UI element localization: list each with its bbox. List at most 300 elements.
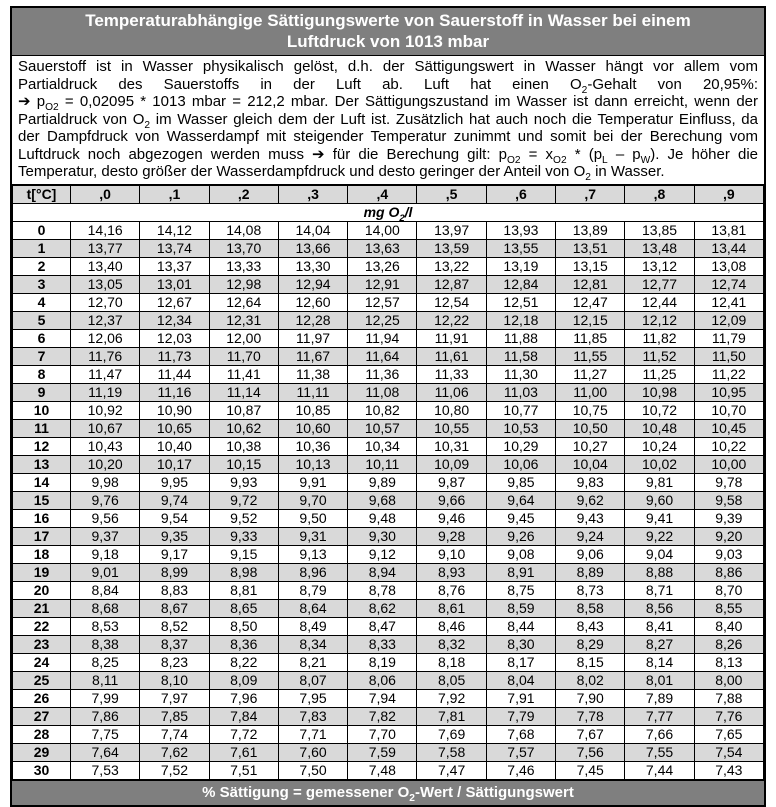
saturation-value-cell: 12,91 — [348, 275, 417, 293]
saturation-value-cell: 12,47 — [556, 293, 625, 311]
saturation-value-cell: 8,26 — [694, 635, 763, 653]
saturation-value-cell: 8,11 — [71, 671, 140, 689]
saturation-value-cell: 13,93 — [486, 221, 555, 239]
saturation-value-cell: 8,23 — [140, 653, 209, 671]
saturation-value-cell: 8,78 — [348, 581, 417, 599]
table-row — [13, 239, 764, 257]
subscript-text: O2 — [506, 154, 521, 166]
saturation-value-cell: 9,10 — [417, 545, 486, 563]
saturation-value-cell: 8,02 — [556, 671, 625, 689]
subscript-text: O2 — [45, 102, 59, 113]
saturation-value-cell: 9,72 — [209, 491, 278, 509]
text-segment: -Gehalt von 20,95%: — [587, 75, 758, 93]
saturation-value-cell: 9,62 — [556, 491, 625, 509]
saturation-value-cell: 7,50 — [278, 761, 347, 779]
text-segment: % Sättigung = gemessener O — [202, 783, 410, 801]
saturation-value-cell: 13,85 — [625, 221, 694, 239]
saturation-value-cell: 9,52 — [209, 509, 278, 527]
saturation-value-cell: 9,22 — [625, 527, 694, 545]
subscript-text: 2 — [581, 84, 588, 96]
saturation-value-cell: 9,06 — [556, 545, 625, 563]
saturation-value-cell: 11,58 — [486, 347, 555, 365]
text-segment: im Wasser gleich dem der Luft ist. Zusätzlich hat auch noch die Temperatur Einfluss, da der Dampfdruck von Wasserdampf mit steigender Temperatur zunimmt und somit bei der Berechung vom Luftdruck noch abgezogen werden muss ➔ für die Berechung gilt: p — [18, 110, 758, 163]
saturation-value-cell: 11,08 — [348, 383, 417, 401]
saturation-value-cell: 7,53 — [71, 761, 140, 779]
saturation-value-cell: 14,12 — [140, 221, 209, 239]
saturation-value-cell: 9,91 — [278, 473, 347, 491]
saturation-value-cell: 12,74 — [694, 275, 763, 293]
temperature-cell: 0 — [13, 221, 71, 239]
saturation-value-cell: 10,06 — [486, 455, 555, 473]
unit-row — [13, 203, 764, 221]
saturation-value-cell: 13,70 — [209, 239, 278, 257]
saturation-value-cell: 9,50 — [278, 509, 347, 527]
column-header: ,6 — [486, 185, 555, 204]
column-header-row — [13, 185, 764, 204]
text-segment: Sauerstoff ist in Wasser physikalisch gelöst, d.h. der Sättigungswert in Wasser hängt vor allem vom Partialdruck des Sauerstoffs in der Luft ab. Luft hat einen O — [18, 58, 758, 93]
saturation-value-cell: 10,57 — [348, 419, 417, 437]
saturation-value-cell: 8,13 — [694, 653, 763, 671]
temperature-cell: 24 — [13, 653, 71, 671]
saturation-value-cell: 8,58 — [556, 599, 625, 617]
subscript-text: 2 — [585, 172, 591, 183]
saturation-value-cell: 11,36 — [348, 365, 417, 383]
saturation-value-cell: 10,72 — [625, 401, 694, 419]
saturation-value-cell: 12,15 — [556, 311, 625, 329]
saturation-value-cell: 7,56 — [556, 743, 625, 761]
saturation-value-cell: 10,80 — [417, 401, 486, 419]
saturation-value-cell: 8,64 — [278, 599, 347, 617]
saturation-value-cell: 8,19 — [348, 653, 417, 671]
saturation-value-cell: 8,33 — [348, 635, 417, 653]
saturation-value-cell: 10,70 — [694, 401, 763, 419]
saturation-value-cell: 11,33 — [417, 365, 486, 383]
saturation-value-cell: 8,86 — [694, 563, 763, 581]
saturation-value-cell: 14,00 — [348, 221, 417, 239]
saturation-value-cell: 10,31 — [417, 437, 486, 455]
saturation-value-cell: 13,37 — [140, 257, 209, 275]
saturation-value-cell: 9,15 — [209, 545, 278, 563]
saturation-value-cell: 13,63 — [348, 239, 417, 257]
table-row — [13, 581, 764, 599]
temperature-cell: 29 — [13, 743, 71, 761]
saturation-value-cell: 7,84 — [209, 707, 278, 725]
saturation-value-cell: 10,48 — [625, 419, 694, 437]
saturation-value-cell: 7,90 — [556, 689, 625, 707]
saturation-value-cell: 12,41 — [694, 293, 763, 311]
saturation-value-cell: 7,60 — [278, 743, 347, 761]
title-line-2: Luftdruck von 1013 mbar — [286, 32, 490, 51]
saturation-value-cell: 13,77 — [71, 239, 140, 257]
saturation-value-cell: 8,21 — [278, 653, 347, 671]
saturation-value-cell: 9,98 — [71, 473, 140, 491]
saturation-value-cell: 7,78 — [556, 707, 625, 725]
saturation-value-cell: 7,70 — [348, 725, 417, 743]
saturation-value-cell: 7,83 — [278, 707, 347, 725]
saturation-value-cell: 14,16 — [71, 221, 140, 239]
saturation-value-cell: 7,88 — [694, 689, 763, 707]
saturation-value-cell: 14,08 — [209, 221, 278, 239]
column-header: ,3 — [278, 185, 347, 204]
saturation-value-cell: 8,17 — [486, 653, 555, 671]
saturation-value-cell: 13,74 — [140, 239, 209, 257]
saturation-value-cell: 9,70 — [278, 491, 347, 509]
text-segment: – p — [607, 145, 641, 163]
saturation-value-cell: 9,24 — [556, 527, 625, 545]
saturation-value-cell: 9,30 — [348, 527, 417, 545]
saturation-value-cell: 7,62 — [140, 743, 209, 761]
table-row — [13, 671, 764, 689]
intro-text-block — [12, 56, 764, 184]
table-row — [13, 437, 764, 455]
table-row — [13, 293, 764, 311]
saturation-value-cell: 9,46 — [417, 509, 486, 527]
saturation-value-cell: 10,34 — [348, 437, 417, 455]
column-header: ,7 — [556, 185, 625, 204]
saturation-value-cell: 12,18 — [486, 311, 555, 329]
saturation-value-cell: 8,07 — [278, 671, 347, 689]
document-title-bar — [12, 8, 764, 56]
column-header: ,4 — [348, 185, 417, 204]
saturation-value-cell: 9,01 — [71, 563, 140, 581]
saturation-value-cell: 11,25 — [625, 365, 694, 383]
saturation-value-cell: 9,83 — [556, 473, 625, 491]
saturation-value-cell: 8,75 — [486, 581, 555, 599]
table-row — [13, 509, 764, 527]
temperature-cell: 5 — [13, 311, 71, 329]
saturation-value-cell: 13,55 — [486, 239, 555, 257]
saturation-value-cell: 11,64 — [348, 347, 417, 365]
saturation-value-cell: 10,55 — [417, 419, 486, 437]
saturation-value-cell: 12,60 — [278, 293, 347, 311]
saturation-value-cell: 8,88 — [625, 563, 694, 581]
temperature-cell: 20 — [13, 581, 71, 599]
saturation-value-cell: 12,98 — [209, 275, 278, 293]
saturation-value-cell: 7,74 — [140, 725, 209, 743]
saturation-value-cell: 8,59 — [486, 599, 555, 617]
saturation-value-cell: 8,01 — [625, 671, 694, 689]
table-row — [13, 635, 764, 653]
saturation-value-cell: 12,54 — [417, 293, 486, 311]
saturation-value-cell: 10,38 — [209, 437, 278, 455]
saturation-value-cell: 11,52 — [625, 347, 694, 365]
text-segment: /l — [404, 203, 413, 220]
saturation-value-cell: 13,66 — [278, 239, 347, 257]
saturation-value-cell: 10,13 — [278, 455, 347, 473]
saturation-value-cell: 12,84 — [486, 275, 555, 293]
temperature-cell: 2 — [13, 257, 71, 275]
saturation-value-cell: 7,97 — [140, 689, 209, 707]
saturation-value-cell: 9,13 — [278, 545, 347, 563]
saturation-value-cell: 11,76 — [71, 347, 140, 365]
table-row — [13, 743, 764, 761]
saturation-value-cell: 8,93 — [417, 563, 486, 581]
saturation-value-cell: 9,95 — [140, 473, 209, 491]
saturation-value-cell: 7,82 — [348, 707, 417, 725]
saturation-value-cell: 11,41 — [209, 365, 278, 383]
table-row — [13, 725, 764, 743]
saturation-value-cell: 11,03 — [486, 383, 555, 401]
intro-paragraph-2 — [18, 93, 758, 181]
saturation-value-cell: 13,33 — [209, 257, 278, 275]
saturation-value-cell: 8,22 — [209, 653, 278, 671]
text-segment: ). Je höher die Temperatur, desto größer der Wasserdampfdruck und desto geringer der Anteil von O — [18, 145, 758, 180]
subscript-text: 2 — [399, 212, 405, 221]
saturation-value-cell: 9,18 — [71, 545, 140, 563]
saturation-value-cell: 11,47 — [71, 365, 140, 383]
saturation-value-cell: 9,64 — [486, 491, 555, 509]
saturation-value-cell: 7,43 — [694, 761, 763, 779]
subscript-text: 2 — [144, 119, 151, 131]
saturation-value-cell: 12,81 — [556, 275, 625, 293]
saturation-value-cell: 7,75 — [71, 725, 140, 743]
table-row — [13, 311, 764, 329]
table-row — [13, 761, 764, 779]
saturation-value-cell: 9,54 — [140, 509, 209, 527]
saturation-value-cell: 7,77 — [625, 707, 694, 725]
saturation-value-cell: 12,77 — [625, 275, 694, 293]
saturation-value-cell: 11,67 — [278, 347, 347, 365]
saturation-value-cell: 9,33 — [209, 527, 278, 545]
saturation-value-cell: 9,08 — [486, 545, 555, 563]
saturation-value-cell: 13,26 — [348, 257, 417, 275]
saturation-value-cell: 10,40 — [140, 437, 209, 455]
saturation-value-cell: 13,19 — [486, 257, 555, 275]
temperature-cell: 8 — [13, 365, 71, 383]
title-line-1: Temperaturabhängige Sättigungswerte von Sauerstoff in Wasser bei einem — [85, 11, 691, 30]
saturation-value-cell: 8,05 — [417, 671, 486, 689]
saturation-value-cell: 8,53 — [71, 617, 140, 635]
saturation-value-cell: 8,46 — [417, 617, 486, 635]
table-row — [13, 473, 764, 491]
saturation-value-cell: 8,83 — [140, 581, 209, 599]
subscript-text: 2 — [409, 792, 415, 804]
column-header: ,8 — [625, 185, 694, 204]
saturation-value-cell: 8,06 — [348, 671, 417, 689]
table-row — [13, 455, 764, 473]
saturation-value-cell: 13,81 — [694, 221, 763, 239]
subscript-text: L — [602, 154, 608, 166]
saturation-value-cell: 8,67 — [140, 599, 209, 617]
saturation-value-cell: 12,94 — [278, 275, 347, 293]
saturation-value-cell: 12,87 — [417, 275, 486, 293]
saturation-value-cell: 9,35 — [140, 527, 209, 545]
footer-formula-bar — [12, 780, 764, 805]
saturation-value-cell: 10,17 — [140, 455, 209, 473]
saturation-value-cell: 7,47 — [417, 761, 486, 779]
saturation-value-cell: 7,67 — [556, 725, 625, 743]
saturation-value-cell: 8,34 — [278, 635, 347, 653]
saturation-value-cell: 7,99 — [71, 689, 140, 707]
column-header: ,0 — [71, 185, 140, 204]
saturation-value-cell: 7,64 — [71, 743, 140, 761]
saturation-value-cell: 7,69 — [417, 725, 486, 743]
saturation-value-cell: 13,40 — [71, 257, 140, 275]
saturation-value-cell: 12,70 — [71, 293, 140, 311]
temperature-cell: 15 — [13, 491, 71, 509]
saturation-value-cell: 8,10 — [140, 671, 209, 689]
saturation-value-cell: 12,31 — [209, 311, 278, 329]
saturation-value-cell: 7,79 — [486, 707, 555, 725]
saturation-value-cell: 7,81 — [417, 707, 486, 725]
saturation-value-cell: 11,79 — [694, 329, 763, 347]
saturation-value-cell: 7,58 — [417, 743, 486, 761]
text-segment: = 0,02095 * 1013 mbar = 212,2 mbar. Der Sättigungszustand im Wasser ist dann erreicht, wenn der Partialdruck von O — [18, 93, 759, 128]
temperature-cell: 23 — [13, 635, 71, 653]
saturation-value-cell: 8,04 — [486, 671, 555, 689]
saturation-value-cell: 9,78 — [694, 473, 763, 491]
saturation-value-cell: 8,15 — [556, 653, 625, 671]
saturation-value-cell: 8,00 — [694, 671, 763, 689]
saturation-value-cell: 11,06 — [417, 383, 486, 401]
table-row — [13, 383, 764, 401]
saturation-value-cell: 13,48 — [625, 239, 694, 257]
saturation-value-cell: 10,60 — [278, 419, 347, 437]
saturation-value-cell: 7,44 — [625, 761, 694, 779]
saturation-value-cell: 9,20 — [694, 527, 763, 545]
saturation-value-cell: 13,44 — [694, 239, 763, 257]
saturation-value-cell: 8,65 — [209, 599, 278, 617]
saturation-value-cell: 11,44 — [140, 365, 209, 383]
saturation-value-cell: 10,95 — [694, 383, 763, 401]
saturation-value-cell: 8,36 — [209, 635, 278, 653]
saturation-value-cell: 11,19 — [71, 383, 140, 401]
saturation-value-cell: 10,90 — [140, 401, 209, 419]
temperature-cell: 27 — [13, 707, 71, 725]
table-row — [13, 689, 764, 707]
table-row — [13, 617, 764, 635]
saturation-value-cell: 8,71 — [625, 581, 694, 599]
saturation-value-cell: 11,91 — [417, 329, 486, 347]
saturation-value-cell: 10,02 — [625, 455, 694, 473]
saturation-value-cell: 8,25 — [71, 653, 140, 671]
saturation-value-cell: 12,22 — [417, 311, 486, 329]
saturation-value-cell: 8,73 — [556, 581, 625, 599]
text-segment: -Wert / Sättigungswert — [414, 783, 574, 801]
saturation-value-cell: 9,76 — [71, 491, 140, 509]
saturation-value-cell: 8,96 — [278, 563, 347, 581]
saturation-value-cell: 13,30 — [278, 257, 347, 275]
saturation-value-cell: 10,45 — [694, 419, 763, 437]
temperature-cell: 9 — [13, 383, 71, 401]
saturation-value-cell: 9,48 — [348, 509, 417, 527]
saturation-value-cell: 8,70 — [694, 581, 763, 599]
table-row — [13, 275, 764, 293]
saturation-value-cell: 10,98 — [625, 383, 694, 401]
saturation-value-cell: 8,61 — [417, 599, 486, 617]
temperature-cell: 1 — [13, 239, 71, 257]
saturation-value-cell: 7,59 — [348, 743, 417, 761]
saturation-value-cell: 8,49 — [278, 617, 347, 635]
saturation-value-cell: 10,15 — [209, 455, 278, 473]
saturation-value-cell: 12,37 — [71, 311, 140, 329]
saturation-value-cell: 13,12 — [625, 257, 694, 275]
saturation-value-cell: 11,00 — [556, 383, 625, 401]
saturation-value-cell: 8,29 — [556, 635, 625, 653]
saturation-value-cell: 8,76 — [417, 581, 486, 599]
table-row — [13, 707, 764, 725]
saturation-value-cell: 11,55 — [556, 347, 625, 365]
saturation-value-cell: 10,75 — [556, 401, 625, 419]
saturation-value-cell: 9,87 — [417, 473, 486, 491]
saturation-value-cell: 12,64 — [209, 293, 278, 311]
saturation-value-cell: 14,04 — [278, 221, 347, 239]
saturation-value-cell: 9,85 — [486, 473, 555, 491]
saturation-value-cell: 8,18 — [417, 653, 486, 671]
table-row — [13, 257, 764, 275]
saturation-value-cell: 10,62 — [209, 419, 278, 437]
saturation-value-cell: 8,52 — [140, 617, 209, 635]
saturation-value-cell: 11,22 — [694, 365, 763, 383]
temperature-cell: 25 — [13, 671, 71, 689]
temperature-cell: 22 — [13, 617, 71, 635]
saturation-value-cell: 11,11 — [278, 383, 347, 401]
saturation-value-cell: 11,82 — [625, 329, 694, 347]
saturation-value-cell: 9,03 — [694, 545, 763, 563]
saturation-value-cell: 9,28 — [417, 527, 486, 545]
temperature-cell: 13 — [13, 455, 71, 473]
saturation-value-cell: 9,66 — [417, 491, 486, 509]
temperature-cell: 17 — [13, 527, 71, 545]
saturation-value-cell: 11,16 — [140, 383, 209, 401]
saturation-value-cell: 7,66 — [625, 725, 694, 743]
saturation-value-cell: 7,61 — [209, 743, 278, 761]
table-row — [13, 221, 764, 239]
saturation-value-cell: 8,27 — [625, 635, 694, 653]
saturation-value-cell: 8,09 — [209, 671, 278, 689]
saturation-value-cell: 7,92 — [417, 689, 486, 707]
saturation-value-cell: 7,65 — [694, 725, 763, 743]
temperature-cell: 11 — [13, 419, 71, 437]
saturation-value-cell: 7,89 — [625, 689, 694, 707]
saturation-value-cell: 8,47 — [348, 617, 417, 635]
saturation-value-cell: 12,09 — [694, 311, 763, 329]
saturation-value-cell: 8,50 — [209, 617, 278, 635]
table-row — [13, 491, 764, 509]
saturation-value-cell: 9,39 — [694, 509, 763, 527]
saturation-value-cell: 7,55 — [625, 743, 694, 761]
saturation-value-cell: 10,24 — [625, 437, 694, 455]
saturation-value-cell: 9,81 — [625, 473, 694, 491]
saturation-value-cell: 10,27 — [556, 437, 625, 455]
subscript-text: O2 — [553, 154, 567, 166]
saturation-value-cell: 10,92 — [71, 401, 140, 419]
saturation-value-cell: 8,37 — [140, 635, 209, 653]
saturation-value-cell: 8,91 — [486, 563, 555, 581]
saturation-value-cell: 12,25 — [348, 311, 417, 329]
saturation-value-cell: 13,89 — [556, 221, 625, 239]
saturation-value-cell: 10,43 — [71, 437, 140, 455]
saturation-value-cell: 8,56 — [625, 599, 694, 617]
saturation-value-cell: 10,65 — [140, 419, 209, 437]
saturation-value-cell: 8,14 — [625, 653, 694, 671]
saturation-value-cell: 13,97 — [417, 221, 486, 239]
saturation-value-cell: 13,22 — [417, 257, 486, 275]
saturation-value-cell: 8,43 — [556, 617, 625, 635]
saturation-value-cell: 12,34 — [140, 311, 209, 329]
temperature-cell: 19 — [13, 563, 71, 581]
saturation-value-cell: 11,94 — [348, 329, 417, 347]
saturation-value-cell: 12,00 — [209, 329, 278, 347]
saturation-value-cell: 11,14 — [209, 383, 278, 401]
table-row — [13, 527, 764, 545]
temperature-cell: 18 — [13, 545, 71, 563]
temperature-cell: 10 — [13, 401, 71, 419]
saturation-value-cell: 9,45 — [486, 509, 555, 527]
table-row — [13, 419, 764, 437]
temperature-cell: 28 — [13, 725, 71, 743]
saturation-value-cell: 11,50 — [694, 347, 763, 365]
